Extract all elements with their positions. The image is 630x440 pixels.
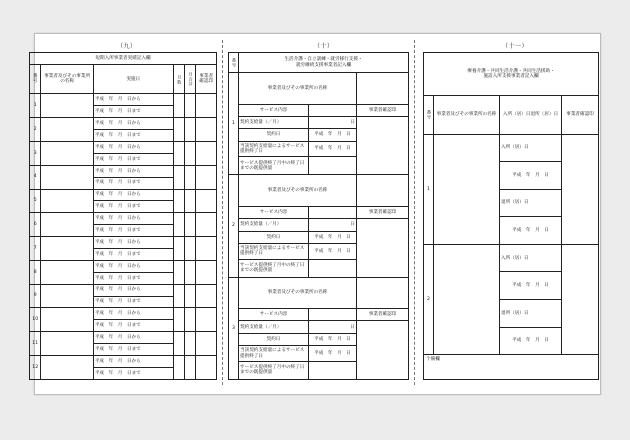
middle-service-value[interactable]	[309, 104, 357, 116]
left-table-row	[30, 94, 217, 106]
left-row-confirm[interactable]	[196, 165, 217, 189]
middle-amount-label: 契約支給量（／月）	[239, 117, 309, 129]
left-table-row	[30, 213, 217, 225]
left-row-date-from[interactable]: 平成 年 月 日から	[93, 355, 173, 367]
right-row-in[interactable]: 入所（居）日	[500, 134, 562, 162]
left-row-date-from[interactable]: 平成 年 月 日から	[93, 118, 173, 130]
left-row-monthly[interactable]	[185, 94, 196, 118]
left-row-days[interactable]	[173, 189, 184, 213]
left-row-monthly[interactable]	[185, 237, 196, 261]
middle-amount-unit[interactable]: 日	[309, 117, 357, 129]
left-row-provider[interactable]	[41, 118, 93, 142]
right-table-row	[424, 134, 599, 162]
left-row-monthly[interactable]	[185, 284, 196, 308]
middle-confirm-label: 事業者確認印	[357, 104, 409, 116]
left-row-no: 4	[30, 165, 41, 189]
left-row-date-to[interactable]: 平成 年 月 日まで	[93, 296, 173, 308]
right-header-no: 番号	[424, 96, 434, 134]
left-row-monthly[interactable]	[185, 165, 196, 189]
left-row-monthly[interactable]	[185, 141, 196, 165]
middle-provider-label: 事業者及びその事業所の名称	[239, 73, 357, 104]
middle-provider-value[interactable]	[357, 175, 409, 206]
right-row-provider[interactable]	[434, 244, 500, 354]
left-table-row	[30, 165, 217, 177]
middle-confirm-stamp[interactable]	[357, 117, 409, 175]
right-row-out-date[interactable]: 平成 年 月 日	[500, 327, 562, 355]
left-row-provider[interactable]	[41, 332, 93, 356]
middle-remaining-value[interactable]	[309, 361, 357, 379]
left-row-confirm[interactable]	[196, 260, 217, 284]
right-row-out-date[interactable]: 平成 年 月 日	[500, 217, 562, 245]
left-row-date-to[interactable]: 平成 年 月 日まで	[93, 201, 173, 213]
right-caption: 療養介護・共同生活介護・共同生活援助・ 施設入所支援事業者記入欄	[424, 53, 599, 96]
left-header-confirm: 事業者確認印	[196, 65, 217, 94]
left-row-date-from[interactable]: 平成 年 月 日から	[93, 260, 173, 272]
panel-number-10: （十）	[314, 43, 334, 50]
middle-contract-label: 契約日	[239, 129, 309, 141]
left-row-provider[interactable]	[41, 284, 93, 308]
fold-line-right	[414, 40, 415, 385]
left-row-no: 9	[30, 284, 41, 308]
right-header-provider: 事業者及びその事業所の名称	[434, 96, 500, 134]
left-row-monthly[interactable]	[185, 260, 196, 284]
left-row-date-to[interactable]: 平成 年 月 日まで	[93, 367, 173, 379]
right-row-no: 2	[424, 244, 434, 354]
left-row-no: 12	[30, 355, 41, 379]
left-row-provider[interactable]	[41, 165, 93, 189]
left-row-days[interactable]	[173, 237, 184, 261]
left-rows	[30, 94, 217, 380]
left-row-date-from[interactable]: 平成 年 月 日から	[93, 141, 173, 153]
right-memo-label: 个備欄	[426, 357, 440, 363]
right-row-out[interactable]: 退所（居）日	[500, 189, 562, 217]
middle-slot-date[interactable]: 平成 年 月 日	[309, 243, 357, 259]
right-header-dates: 入所（居）日退所（居）日	[500, 96, 562, 134]
left-table-row	[30, 332, 217, 344]
short-stay-record-table	[29, 52, 217, 380]
middle-confirm-label: 事業者確認印	[357, 206, 409, 218]
middle-block-row	[229, 309, 409, 321]
left-row-provider[interactable]	[41, 141, 93, 165]
middle-provider-value[interactable]	[357, 277, 409, 308]
middle-block-row	[229, 277, 409, 308]
left-row-monthly[interactable]	[185, 355, 196, 379]
left-table-row	[30, 308, 217, 320]
left-table-row	[30, 141, 217, 153]
left-row-date-to[interactable]: 平成 年 月 日まで	[93, 248, 173, 260]
left-row-monthly[interactable]	[185, 189, 196, 213]
middle-remaining-value[interactable]	[309, 259, 357, 277]
right-table-row	[424, 244, 599, 272]
left-row-provider[interactable]	[41, 189, 93, 213]
left-row-date-from[interactable]: 平成 年 月 日から	[93, 284, 173, 296]
fold-line-left	[222, 40, 223, 385]
left-row-provider[interactable]	[41, 237, 93, 261]
middle-service-label: サービス内容	[239, 309, 309, 321]
residential-record-table	[423, 52, 599, 380]
left-row-monthly[interactable]	[185, 308, 196, 332]
left-row-date-from[interactable]: 平成 年 月 日から	[93, 189, 173, 201]
middle-service-value[interactable]	[309, 206, 357, 218]
right-row-confirm[interactable]	[562, 134, 599, 244]
middle-confirm-label: 事業者確認印	[357, 309, 409, 321]
left-row-date-to[interactable]: 平成 年 月 日まで	[93, 272, 173, 284]
middle-block-row	[229, 321, 409, 333]
left-caption: 短期入所事業者実績記入欄	[30, 53, 217, 65]
left-table-row	[30, 284, 217, 296]
middle-contract-date[interactable]: 平成 年 月 日	[309, 333, 357, 345]
left-row-days[interactable]	[173, 355, 184, 379]
left-table-row	[30, 237, 217, 249]
left-row-confirm[interactable]	[196, 189, 217, 213]
right-row-confirm[interactable]	[562, 244, 599, 354]
middle-amount-unit[interactable]: 日	[309, 219, 357, 231]
middle-slot-date[interactable]: 平成 年 月 日	[309, 141, 357, 157]
left-row-days[interactable]	[173, 332, 184, 356]
middle-block-row	[229, 104, 409, 116]
middle-service-label: サービス内容	[239, 206, 309, 218]
daycare-record-table	[228, 52, 409, 380]
left-header-monthly: 月合計	[185, 65, 196, 94]
left-row-provider[interactable]	[41, 94, 93, 118]
middle-slot-label: 当該契約支給量によるサービス提供終了日	[239, 141, 309, 157]
left-row-date-from[interactable]: 平成 年 月 日から	[93, 332, 173, 344]
middle-blocks	[229, 73, 409, 380]
right-row-in-date[interactable]: 平成 年 月 日	[500, 272, 562, 300]
left-row-date-to[interactable]: 平成 年 月 日まで	[93, 106, 173, 118]
left-row-days[interactable]	[173, 284, 184, 308]
left-row-confirm[interactable]	[196, 332, 217, 356]
left-table-row	[30, 355, 217, 367]
middle-provider-label: 事業者及びその事業所の名称	[239, 175, 357, 206]
left-row-no: 3	[30, 141, 41, 165]
middle-slot-date[interactable]: 平成 年 月 日	[309, 346, 357, 362]
middle-header-no: 番号	[229, 53, 239, 73]
left-row-confirm[interactable]	[196, 355, 217, 379]
left-row-days[interactable]	[173, 308, 184, 332]
left-row-provider[interactable]	[41, 308, 93, 332]
middle-slot-label: 当該契約支給量によるサービス提供終了日	[239, 243, 309, 259]
left-table-row	[30, 260, 217, 272]
right-rows	[424, 134, 599, 355]
middle-contract-label: 契約日	[239, 333, 309, 345]
left-row-date-to[interactable]: 平成 年 月 日まで	[93, 320, 173, 332]
middle-block-no: 1	[229, 73, 239, 175]
left-row-no: 11	[30, 332, 41, 356]
left-row-date-from[interactable]: 平成 年 月 日から	[93, 213, 173, 225]
left-row-confirm[interactable]	[196, 94, 217, 118]
left-row-date-to[interactable]: 平成 年 月 日まで	[93, 130, 173, 142]
left-row-no: 6	[30, 213, 41, 237]
left-row-confirm[interactable]	[196, 213, 217, 237]
left-row-provider[interactable]	[41, 260, 93, 284]
left-row-no: 7	[30, 237, 41, 261]
left-row-monthly[interactable]	[185, 213, 196, 237]
right-header-confirm: 事業者確認印	[562, 96, 599, 134]
right-row-in[interactable]: 入所（居）日	[500, 244, 562, 272]
middle-contract-date[interactable]: 平成 年 月 日	[309, 129, 357, 141]
left-header-no: 番号	[30, 65, 41, 94]
left-row-confirm[interactable]	[196, 284, 217, 308]
left-row-provider[interactable]	[41, 213, 93, 237]
middle-block-row	[229, 175, 409, 206]
left-row-days[interactable]	[173, 213, 184, 237]
middle-block-row	[229, 117, 409, 129]
middle-caption: 生活介護・自立訓練・就労移行支援・ 就労継続支援事業者記入欄	[239, 53, 409, 73]
middle-remaining-label: サービス提供終了月中の終了日までの既提供量	[239, 361, 309, 379]
left-header-provider: 事業者及びその事業所の名称	[41, 65, 93, 94]
left-header-date: 実施日	[93, 65, 173, 94]
left-row-date-to[interactable]: 平成 年 月 日まで	[93, 344, 173, 356]
right-row-no: 1	[424, 134, 434, 244]
panel-number-11: （十一）	[502, 43, 529, 50]
left-row-confirm[interactable]	[196, 237, 217, 261]
panel-number-9: （九）	[117, 43, 137, 50]
left-row-monthly[interactable]	[185, 332, 196, 356]
middle-contract-date[interactable]: 平成 年 月 日	[309, 231, 357, 243]
middle-remaining-label: サービス提供終了月中の終了日までの既提供量	[239, 157, 309, 175]
left-row-date-from[interactable]: 平成 年 月 日から	[93, 237, 173, 249]
left-header-days: 日数	[173, 65, 184, 94]
right-row-provider[interactable]	[434, 134, 500, 244]
right-row-out[interactable]: 退所（居）日	[500, 300, 562, 328]
left-row-confirm[interactable]	[196, 308, 217, 332]
middle-block-row	[229, 206, 409, 218]
left-row-days[interactable]	[173, 94, 184, 118]
middle-block-no: 3	[229, 277, 239, 379]
middle-service-label: サービス内容	[239, 104, 309, 116]
middle-amount-label: 契約支給量（／月）	[239, 321, 309, 333]
middle-service-value[interactable]	[309, 309, 357, 321]
left-table-row	[30, 118, 217, 130]
middle-provider-value[interactable]	[357, 73, 409, 104]
middle-contract-label: 契約日	[239, 231, 309, 243]
left-row-monthly[interactable]	[185, 118, 196, 142]
left-row-no: 5	[30, 189, 41, 213]
right-row-in-date[interactable]: 平成 年 月 日	[500, 162, 562, 190]
middle-remaining-value[interactable]	[309, 157, 357, 175]
middle-slot-label: 当該契約支給量によるサービス提供終了日	[239, 346, 309, 362]
left-row-no: 1	[30, 94, 41, 118]
left-row-days[interactable]	[173, 141, 184, 165]
middle-block-row	[229, 73, 409, 104]
left-row-date-to[interactable]: 平成 年 月 日まで	[93, 177, 173, 189]
left-row-days[interactable]	[173, 165, 184, 189]
middle-provider-label: 事業者及びその事業所の名称	[239, 277, 357, 308]
middle-remaining-label: サービス提供終了月中の終了日までの既提供量	[239, 259, 309, 277]
right-memo-area	[424, 355, 599, 380]
middle-amount-unit[interactable]: 日	[309, 321, 357, 333]
left-row-no: 10	[30, 308, 41, 332]
left-row-no: 2	[30, 118, 41, 142]
middle-block-no: 2	[229, 175, 239, 277]
left-table-row	[30, 189, 217, 201]
left-row-date-from[interactable]: 平成 年 月 日から	[93, 308, 173, 320]
left-row-days[interactable]	[173, 260, 184, 284]
left-row-days[interactable]	[173, 118, 184, 142]
middle-confirm-stamp[interactable]	[357, 321, 409, 380]
left-row-date-to[interactable]: 平成 年 月 日まで	[93, 225, 173, 237]
left-row-confirm[interactable]	[196, 141, 217, 165]
left-row-provider[interactable]	[41, 355, 93, 379]
left-row-date-to[interactable]: 平成 年 月 日まで	[93, 153, 173, 165]
left-row-no: 8	[30, 260, 41, 284]
middle-block-row	[229, 219, 409, 231]
middle-confirm-stamp[interactable]	[357, 219, 409, 277]
left-row-confirm[interactable]	[196, 118, 217, 142]
left-row-date-from[interactable]: 平成 年 月 日から	[93, 165, 173, 177]
middle-amount-label: 契約支給量（／月）	[239, 219, 309, 231]
left-row-date-from[interactable]: 平成 年 月 日から	[93, 94, 173, 106]
